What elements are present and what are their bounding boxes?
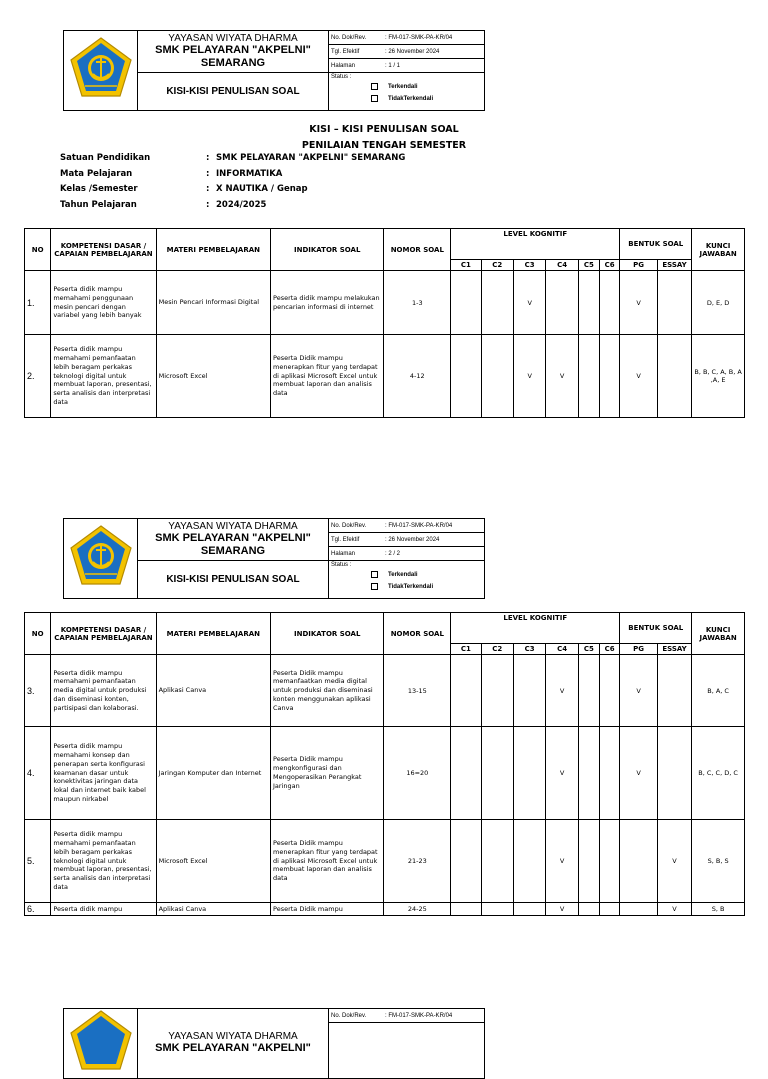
material-cell: Mesin Pencari Informasi Digital <box>156 271 270 335</box>
col-indikator: INDIKATOR SOAL <box>271 613 384 655</box>
meta-label: Kelas /Semester <box>60 184 138 194</box>
col-kunci: KUNCI JAWABAN <box>692 229 745 271</box>
level-c2-cell <box>481 727 513 820</box>
indicator-cell: Peserta Didik mampu menerapkan fitur yang terdapat di aplikasi Microsoft Excel untuk membuat laporan dan analisis data <box>271 335 384 418</box>
pg-cell: V <box>620 335 657 418</box>
competency-cell: Peserta didik mampu memahami pemanfaatan lebih beragam perkakas teknologi digital untuk membuat laporan, presentasi, serta analisis dan interpretasi data <box>51 820 156 903</box>
doc-no-label: No. Dok/Rev. <box>331 34 367 41</box>
col-pg: PG <box>620 644 657 655</box>
school-crest-icon <box>69 1009 133 1073</box>
col-c5: C5 <box>578 260 599 271</box>
indicator-cell: Peserta Didik mampu memanfaatkan media digital untuk produksi dan diseminasi konten menggunakan aplikasi Canva <box>271 655 384 727</box>
school-name-cell <box>138 31 329 73</box>
status-label: Status : <box>331 74 352 80</box>
indicator-cell: Peserta Didik mampu menerapkan fitur yang terdapat di aplikasi Microsoft Excel untuk membuat laporan dan analisis data <box>271 820 384 903</box>
row-number: 2. <box>25 335 51 418</box>
col-bentuk: BENTUK SOAL <box>620 229 692 260</box>
col-essay: ESSAY <box>657 260 691 271</box>
document-header <box>63 518 485 599</box>
indicator-cell: Peserta Didik mampu mengkonfigurasi dan Mengoperasikan Perangkat Jaringan <box>271 727 384 820</box>
col-c1: C1 <box>451 644 481 655</box>
level-c1-cell <box>451 271 481 335</box>
col-c5: C5 <box>578 644 599 655</box>
foundation-name: YAYASAN WIYATA DHARMA <box>168 520 298 532</box>
level-c6-cell <box>600 903 620 916</box>
meta-label: Satuan Pendidikan <box>60 153 151 163</box>
level-c1-cell <box>451 655 481 727</box>
pg-cell: V <box>620 727 657 820</box>
level-c6-cell <box>600 820 620 903</box>
competency-cell: Peserta didik mampu memahami pemanfaatan media digital untuk produksi dan diseminasi konten, partisipasi dan kolaborasi. <box>51 655 156 727</box>
kisi-table <box>24 612 745 916</box>
competency-cell: Peserta didik mampu memahami penggunaan mesin pencari dengan variabel yang lebih banyak <box>51 271 156 335</box>
competency-cell: Peserta didik mampu <box>51 903 156 916</box>
question-number-cell: 21-23 <box>384 820 451 903</box>
level-c4-cell <box>546 271 578 335</box>
level-c5-cell <box>578 903 599 916</box>
col-c1: C1 <box>451 260 481 271</box>
meta-value: INFORMATIKA <box>216 168 283 179</box>
answer-key-cell: B, A, C <box>692 655 745 727</box>
material-cell: Microsoft Excel <box>156 820 270 903</box>
col-no: NO <box>25 229 51 271</box>
status-cell <box>329 73 485 111</box>
logo-cell <box>64 31 138 111</box>
doc-no-value: : FM-017-SMK-PA-KR/04 <box>385 34 453 41</box>
material-cell: Aplikasi Canva <box>156 903 270 916</box>
doc-no-value: : FM-017-SMK-PA-KR/04 <box>385 522 453 529</box>
page-label: Halaman <box>331 62 356 69</box>
school-name-cell <box>138 519 329 561</box>
doc-no-value: : FM-017-SMK-PA-KR/04 <box>385 1012 453 1019</box>
table-row <box>25 655 745 727</box>
col-c6: C6 <box>600 644 620 655</box>
level-c5-cell <box>578 655 599 727</box>
table-row <box>25 271 745 335</box>
col-level: LEVEL KOGNITIF <box>451 613 620 644</box>
table-row <box>25 820 745 903</box>
level-c1-cell <box>451 903 481 916</box>
col-c2: C2 <box>481 260 513 271</box>
level-c4-cell: V <box>546 335 578 418</box>
essay-cell: V <box>657 820 691 903</box>
meta-value: X NAUTIKA / Genap <box>216 184 308 194</box>
status-uncontrolled: TidakTerkendali <box>388 96 434 102</box>
question-number-cell: 13-15 <box>384 655 451 727</box>
page-label: Halaman <box>331 550 356 557</box>
page-title: KISI – KISI PENULISAN SOAL <box>309 124 459 135</box>
kisi-table <box>24 228 745 418</box>
answer-key-cell: B, C, C, D, C <box>692 727 745 820</box>
effective-label: Tgl. Efektif <box>331 536 360 543</box>
effective-label: Tgl. Efektif <box>331 48 360 55</box>
col-nomor: NOMOR SOAL <box>384 613 451 655</box>
col-materi: MATERI PEMBELAJARAN <box>156 613 270 655</box>
level-c5-cell <box>578 271 599 335</box>
material-cell: Jaringan Komputer dan Internet <box>156 727 270 820</box>
col-kd: KOMPETENSI DASAR / CAPAIAN PEMBELAJARAN <box>51 613 156 655</box>
meta-block <box>60 153 405 215</box>
status-checkbox-controlled[interactable] <box>371 83 378 90</box>
school-name: SMK PELAYARAN "AKPELNI" <box>155 1042 311 1054</box>
pg-cell <box>620 820 657 903</box>
doc-no-label: No. Dok/Rev. <box>331 522 367 529</box>
school-crest-icon <box>69 524 133 588</box>
question-number-cell: 24-25 <box>384 903 451 916</box>
meta-value: 2024/2025 <box>216 199 267 210</box>
effective-value: : 26 November 2024 <box>385 48 440 55</box>
indicator-cell: Peserta Didik mampu <box>271 903 384 916</box>
level-c3-cell <box>513 903 545 916</box>
foundation-name: YAYASAN WIYATA DHARMA <box>168 32 298 44</box>
level-c4-cell: V <box>546 727 578 820</box>
doc-info-cell <box>329 519 485 561</box>
level-c6-cell <box>600 271 620 335</box>
row-number: 6. <box>25 903 51 916</box>
school-name-cell <box>138 1009 329 1079</box>
col-nomor: NOMOR SOAL <box>384 229 451 271</box>
answer-key-cell: D, E, D <box>692 271 745 335</box>
level-c3-cell: V <box>513 335 545 418</box>
level-c3-cell: V <box>513 271 545 335</box>
col-c3: C3 <box>513 644 545 655</box>
level-c4-cell: V <box>546 903 578 916</box>
doc-title: KISI-KISI PENULISAN SOAL <box>138 73 329 111</box>
essay-cell <box>657 727 691 820</box>
status-checkbox-uncontrolled[interactable] <box>371 583 378 590</box>
row-number: 3. <box>25 655 51 727</box>
doc-info-cell <box>329 31 485 73</box>
col-c4: C4 <box>546 644 578 655</box>
level-c1-cell <box>451 335 481 418</box>
level-c4-cell: V <box>546 655 578 727</box>
answer-key-cell: S, B <box>692 903 745 916</box>
level-c2-cell <box>481 271 513 335</box>
status-label: Status : <box>331 562 352 568</box>
meta-value: SMK PELAYARAN "AKPELNI" SEMARANG <box>216 153 406 163</box>
page-subtitle: PENILAIAN TENGAH SEMESTER <box>301 140 467 151</box>
level-c3-cell <box>513 727 545 820</box>
status-cell <box>329 561 485 599</box>
col-c2: C2 <box>481 644 513 655</box>
table-row <box>25 727 745 820</box>
meta-row: Satuan Pendidikan : SMK PELAYARAN "AKPELNI" SEMARANG <box>60 153 405 169</box>
col-c4: C4 <box>546 260 578 271</box>
essay-cell <box>657 655 691 727</box>
logo-cell <box>64 1009 138 1079</box>
col-pg: PG <box>620 260 657 271</box>
pg-cell <box>620 903 657 916</box>
col-c6: C6 <box>600 260 620 271</box>
col-no: NO <box>25 613 51 655</box>
essay-cell <box>657 335 691 418</box>
row-number: 1. <box>25 271 51 335</box>
doc-no-label: No. Dok/Rev. <box>331 1012 367 1019</box>
level-c6-cell <box>600 655 620 727</box>
level-c1-cell <box>451 820 481 903</box>
status-controlled: Terkendali <box>388 84 418 90</box>
competency-cell: Peserta didik mampu memahami konsep dan penerapan serta konfigurasi keamanan dasar untuk konektivitas jaringan data lokal dan internet baik kabel maupun nirkabel <box>51 727 156 820</box>
pg-cell: V <box>620 655 657 727</box>
answer-key-cell: S, B, S <box>692 820 745 903</box>
level-c6-cell <box>600 727 620 820</box>
meta-label: Mata Pelajaran <box>60 168 133 179</box>
document-header <box>63 30 485 111</box>
question-number-cell: 16=20 <box>384 727 451 820</box>
page-value: : 2 / 2 <box>385 550 401 557</box>
effective-value: : 26 November 2024 <box>385 536 440 543</box>
meta-label: Tahun Pelajaran <box>60 199 137 210</box>
school-city: SEMARANG <box>200 544 266 557</box>
meta-row: Mata Pelajaran : INFORMATIKA <box>60 169 405 185</box>
level-c1-cell <box>451 727 481 820</box>
answer-key-cell: B, B, C, A, B, A ,A, E <box>692 335 745 418</box>
foundation-name: YAYASAN WIYATA DHARMA <box>168 1031 298 1042</box>
document-header <box>63 1008 485 1079</box>
col-indikator: INDIKATOR SOAL <box>271 229 384 271</box>
material-cell: Aplikasi Canva <box>156 655 270 727</box>
school-name: SMK PELAYARAN "AKPELNI" <box>155 531 311 544</box>
school-crest-icon <box>69 36 133 100</box>
level-c5-cell <box>578 820 599 903</box>
row-number: 5. <box>25 820 51 903</box>
row-number: 4. <box>25 727 51 820</box>
question-number-cell: 4-12 <box>384 335 451 418</box>
level-c3-cell <box>513 820 545 903</box>
level-c6-cell <box>600 335 620 418</box>
competency-cell: Peserta didik mampu memahami pemanfaatan lebih beragam perkakas teknologi digital untuk membuat laporan, presentasi, serta analisis dan interpretasi data <box>51 335 156 418</box>
school-city: SEMARANG <box>200 56 266 69</box>
status-controlled: Terkendali <box>388 572 418 578</box>
doc-title: KISI-KISI PENULISAN SOAL <box>138 561 329 599</box>
essay-cell <box>657 271 691 335</box>
meta-row: Kelas /Semester : X NAUTIKA / Genap <box>60 184 405 200</box>
level-c2-cell <box>481 655 513 727</box>
level-c4-cell: V <box>546 820 578 903</box>
level-c2-cell <box>481 820 513 903</box>
page-value: : 1 / 1 <box>385 62 401 69</box>
table-row <box>25 903 745 916</box>
school-name: SMK PELAYARAN "AKPELNI" <box>155 43 311 56</box>
essay-cell: V <box>657 903 691 916</box>
level-c5-cell <box>578 727 599 820</box>
col-essay: ESSAY <box>657 644 691 655</box>
level-c2-cell <box>481 903 513 916</box>
status-checkbox-controlled[interactable] <box>371 571 378 578</box>
col-bentuk: BENTUK SOAL <box>620 613 692 644</box>
col-level: LEVEL KOGNITIF <box>451 229 620 260</box>
col-materi: MATERI PEMBELAJARAN <box>156 229 270 271</box>
level-c2-cell <box>481 335 513 418</box>
question-number-cell: 1-3 <box>384 271 451 335</box>
level-c3-cell <box>513 655 545 727</box>
level-c5-cell <box>578 335 599 418</box>
meta-row: Tahun Pelajaran : 2024/2025 <box>60 200 405 216</box>
material-cell: Microsoft Excel <box>156 335 270 418</box>
status-uncontrolled: TidakTerkendali <box>388 584 434 590</box>
doc-info-cell <box>329 1009 485 1079</box>
pg-cell: V <box>620 271 657 335</box>
indicator-cell: Peserta didik mampu melakukan pencarian informasi di internet <box>271 271 384 335</box>
table-row <box>25 335 745 418</box>
col-c3: C3 <box>513 260 545 271</box>
col-kd: KOMPETENSI DASAR / CAPAIAN PEMBELAJARAN <box>51 229 156 271</box>
status-checkbox-uncontrolled[interactable] <box>371 95 378 102</box>
logo-cell <box>64 519 138 599</box>
col-kunci: KUNCI JAWABAN <box>692 613 745 655</box>
